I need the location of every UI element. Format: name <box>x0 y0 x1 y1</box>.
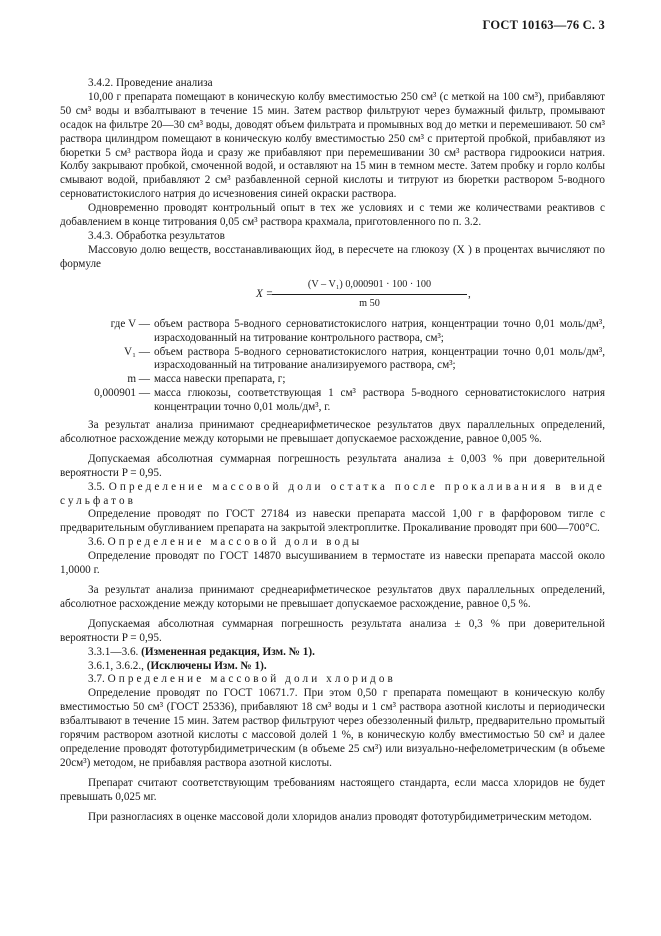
section-title: Определение массовой доли остатка после прокаливания в виде сульфатов <box>60 480 605 507</box>
page-content <box>60 77 605 825</box>
paragraph-formula-intro: Массовую долю веществ, восстанавливающих йод, в пересчете на глюкозу (X ) в процентах вычисляют по формуле <box>60 243 605 270</box>
section-title: Определение массовой доли хлоридов <box>107 673 396 686</box>
paragraph-water-method: Определение проводят по ГОСТ 14870 высушиванием в термостате из навески препарата массой около 1,0000 г. <box>60 550 605 577</box>
definition-symbol: где V — <box>110 317 150 330</box>
variable-definitions <box>60 318 605 415</box>
paragraph-chlorides-method: Определение проводят по ГОСТ 10671.7. При этом 0,50 г препарата помещают в коническую колбу вместимостью 50 см³ (ГОСТ 25336), прибавляют 18 см³ воды и 1 см³ раствора азотной кислоты и периодически взбалтывают в течение 15 мин. Затем раствор фильтруют через обеззоленный фильтр, предварительно промытый горячим раствором азотной кислоты с массовой долей 1 %, в коническую колбу вместимостью 50 см³ и далее определение проводят фототурбидиметрическим (в объеме 25 см³) или визуально-нефелометрическим (в объеме 20см³) методом, не прибавляя раствора азотной кислоты. <box>60 687 605 769</box>
paragraph-error: Допускаемая абсолютная суммарная погрешность результата анализа ± 0,003 % при доверительной вероятности P = 0,95. <box>60 452 605 479</box>
paragraph-control-test: Одновременно проводят контрольный опыт в тех же условиях и с теми же количествами реактивов с добавлением в конце титрования 0,05 см³ раствора крахмала, приготовленного по п. 3.2. <box>60 202 605 229</box>
note-text: (Исключены Изм. № 1). <box>146 659 267 672</box>
definition-text: объем раствора 5-водного серноватистокислого натрия, концентрации точно 0,01 моль/дм³, израсходованный на титрование контрольного раствора, см³; <box>154 317 605 344</box>
definition-text: объем раствора 5-водного серноватистокислого натрия, концентрации точно 0,01 моль/дм³, израсходованный на титрование анализируемого раствора, см³; <box>154 345 605 372</box>
formula-numerator: (V – V₁) 0,000901 · 100 · 100 <box>272 278 467 295</box>
definition-item <box>60 373 605 387</box>
formula-denominator: m 50 <box>359 297 380 309</box>
definition-item <box>60 387 605 415</box>
section-number: 3.5. <box>88 480 105 493</box>
paragraph-procedure: 10,00 г препарата помещают в коническую колбу вместимостью 250 см³ (с меткой на 100 см³), прибавляют 50 см³ воды и взбалтывают в течение 15 мин. Затем раствор фильтруют через бумажный фильтр, промывают осадок на фильтре 20—30 см³ воды, доводят объем фильтрата и промывных вод до метки и перемешивают. 50 см³ раствора цилиндром помещают в коническую колбу вместимостью 250 см³ с притертой пробкой, прибавляют из бюретки 5 см³ раствора йода и сразу же прибавляют при перемешивании 30 см³ раствора гидроокиси натрия. Колбу закрывают пробкой, смоченной водой, и оставляют на 15 мин в темном месте. Затем пробку и горло колбы смывают водой, прибавляют 2 см³ разбавленной серной кислоты и титруют из бюретки раствором 5-водного серноватистокислого натрия до исчезновения синей окраски раствора. <box>60 90 605 201</box>
section-heading-3-7 <box>60 673 605 687</box>
paragraph-chlorides-limit: Препарат считают соответствующим требованиям настоящего стандарта, если масса хлоридов не будет превышать 0,025 мг. <box>60 776 605 803</box>
section-number: 3.7. <box>88 673 105 686</box>
definition-text: масса навески препарата, г; <box>154 373 286 386</box>
formula-tail: , <box>468 287 471 300</box>
formula-fraction <box>272 278 467 311</box>
section-heading-3-4-3: 3.4.3. Обработка результатов <box>88 229 225 242</box>
definition-item <box>60 318 605 346</box>
paragraph-water-result: За результат анализа принимают среднеарифметическое результатов двух параллельных определений, абсолютное расхождение между которыми не превышает допускаемое расхождение, равное 0,5 %. <box>60 584 605 610</box>
note-number: 3.6.1, 3.6.2., <box>88 659 144 672</box>
section-title: Определение массовой доли воды <box>107 536 363 549</box>
definition-item <box>60 346 605 374</box>
paragraph-water-error: Допускаемая абсолютная суммарная погрешность результата анализа ± 0,3 % при доверительной вероятности P = 0,95. <box>60 617 605 644</box>
paragraph-result: За результат анализа принимают среднеарифметическое результатов двух параллельных определений, абсолютное расхождение между которыми не превышает допускаемое расхождение, равное 0,005 %. <box>60 419 605 445</box>
section-heading-3-6 <box>60 536 605 550</box>
paragraph-sulfate-ash: Определение проводят по ГОСТ 27184 из навески препарата массой 1,00 г в фарфоровом тигле с предварительным обугливанием препарата на закрытой электроплитке. Прокаливание проводят при 600—700°С. <box>60 508 605 535</box>
formula <box>60 278 605 312</box>
formula-lhs: X = <box>256 287 274 300</box>
section-heading-3-5 <box>60 481 605 509</box>
definition-text: масса глюкозы, соответствующая 1 см³ раствора 5-водного серноватистокислого натрия концентрации точно 0,01 моль/дм³, г. <box>154 387 605 414</box>
note-amended <box>60 646 605 660</box>
definition-symbol: 0,000901 — <box>94 387 150 400</box>
page-header: ГОСТ 10163—76 С. 3 <box>482 18 605 32</box>
note-number: 3.3.1—3.6. <box>88 645 139 658</box>
definition-symbol: V₁ — <box>124 345 150 358</box>
note-text: (Измененная редакция, Изм. № 1). <box>141 645 315 658</box>
definition-symbol: m — <box>127 373 150 386</box>
note-excluded <box>60 660 605 674</box>
paragraph-chlorides-dispute: При разногласиях в оценке массовой доли хлоридов анализ проводят фототурбидиметрическим методом. <box>88 810 592 823</box>
section-heading-3-4-2: 3.4.2. Проведение анализа <box>88 77 213 89</box>
section-number: 3.6. <box>88 536 105 549</box>
